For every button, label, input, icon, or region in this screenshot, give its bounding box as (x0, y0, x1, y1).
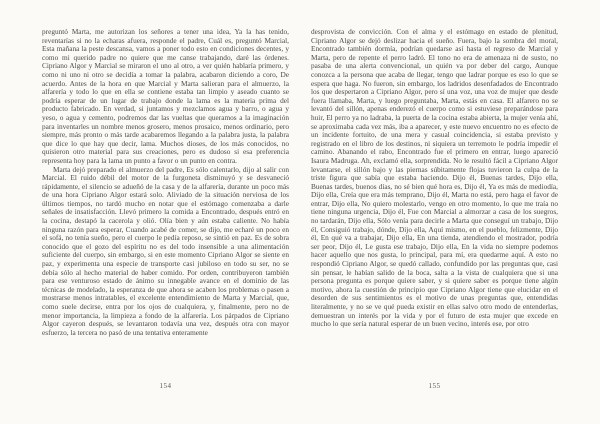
paragraph: preguntó Marta, me autorizan los señores a tener una idea, Ya la has tenido, reventarías si no la echaras afuera, responde el padre, Cuál es, preguntó Marcial, Esta mañana la peste descansa, vamos a poner todo esto en condiciones decentes, y como mi querido padre no quiere que me canse trabajando, daré las órdenes. Cipriano Algor y Marcial se miraron el uno al otro, a ver quién hablaría primero, y como ni uno ni otro se decidía a tomar la palabra, acabaron diciendo a coro, De acuerdo. Antes de la hora en que Marcial y Marta salieran para el almuerzo, la alfarería y todo lo que en ella se contiene estaba tan limpio y aseado cuanto se podría esperar de un lugar de trabajo donde la lama es la materia prima del producto fabricado. En verdad, si juntamos y mezclamos agua y barro, o agua y yeso, o agua y cemento, podremos dar las vueltas que queramos a la imaginación para inventarles un nombre menos grosero, menos prosaico, menos ordinario, pero siempre, más pronto o más tarde acabaremos llegando a la palabra justa, la palabra que dice lo que hay que decir, lama. Muchos dioses, de los más conocidos, no quisieron otro material para sus creaciones, pero es dudoso si esa preferencia representa hoy para la lama un punto a favor o un punto en contra. (42, 28, 289, 165)
paragraph: desprovista de convicción. Con el alma y el estómago en estado de plenitud, Cipriano Algor se dejó deslizar hacia el sueño. Fuera, bajo la sombra del moral, Encontrado también dormía, podrían quedarse así hasta el regreso de Marcial y Marta, pero de repente el perro ladró. El tono no era de amenaza ni de susto, no pasaba de una alerta convencional, un quién va por deber del cargo, Aunque conozca a la persona que acaba de llegar, tengo que ladrar porque es eso lo que se espera que haga. No fueron, sin embargo, los ladridos desenfadados de Encontrado los que despertaron a Cipriano Algor, pero sí una voz, una voz de mujer que desde fuera llamaba, Marta, y luego preguntaba, Marta, estás en casa. El alfarero no se levantó del sillón, apenas enderezó el cuerpo como si estuviese preparándose para huir, El perro ya no ladraba, la puerta de la cocina estaba abierta, la mujer venía ahí, se aproximaba cada vez más, iba a aparecer, y este nuevo encuentro no es efecto de un incidente fortuito, de una mera y casual coincidencia, si estaba previsto y registrado en el libro de los destinos, ni siquiera un terremoto le podría impedir el camino. Abanando el rabo, Encontrado fue el primero en entrar, luego apareció Isaura Madruga. Ah, exclamó ella, sorprendida. No le resultó fácil a Cipriano Algor levantarse, el sillón bajo y las piernas súbitamente flojas tuvieron la culpa de la triste figura que sabía que estaba haciendo. Dijo él, Buenas tardes, Dijo ella, Buenas tardes, buenos días, no sé bien qué hora es, Dijo él, Ya es más de mediodía, Dijo ella, Creía que era más temprano, Dijo él, Marta no está, pero haga el favor de entrar, Dijo ella, No quiero molestarlo, vengo en otro momento, lo que me traía no tiene ninguna urgencia, Dijo él, Fue con Marcial a almorzar a casa de los suegros, no tardarán, Dijo ella, Sólo venía para decirle a Marta que conseguí un trabajo, Dijo él, Consiguió trabajo, dónde, Dijo ella, Aquí mismo, en el pueblo, felizmente, Dijo él, En qué va a trabajar, Dijo ella, En una tienda, atendiendo el mostrador, podría ser peor, Dijo él, Le gusta ese trabajo, Dijo ella, En la vida no siempre podemos hacer aquello que nos gusta, lo principal, para mí, era quedarme aquí. A esto no respondió Cipriano Algor, se quedó callado, confundido por las preguntas que, casi sin pensar, le habían salido de la boca, salta a la vista de cualquiera que si una persona pregunta es porque quiere saber, y si quiere saber es porque tiene algún motivo, ahora la cuestión de principio que Cipriano Algor tiene que elucidar en el desorden de sus sentimientos es el motivo de unas preguntas que, entendidas literalmente, y no se ve qué pueda existir en ellas salvo otro modo de entenderlas, demuestran un interés por la vida y por el futuro de esta mujer que excede en mucho lo que sería natural esperar de un buen vecino, interés ese, por otro (311, 28, 558, 329)
paragraph: Marta dejó preparado el almuerzo del padre, Es sólo calentarlo, dijo al salir con Marcial. El ruido débil del motor de la furgoneta disminuyó y se desvaneció rápidamente, el silencio se adueñó de la casa y de la alfarería, durante un poco más de una hora Cipriano Algor estará solo. Aliviado de la situación nerviosa de los últimos tiempos, no tardó mucho en notar que el estómago comenzaba a darle señales de insatisfacción. Llevó primero la comida a Encontrado, después entró en la cocina, destapó la cacerola y olió. Olía bien y aún estaba caliente. No había ninguna razón para esperar, Cuando acabé de comer, se dijo, me echaré un poco en el sofá, no tenía sueño, pero el cuerpo le pedía reposo, se sintió en paz. Es de sobra conocido que el gozo del espíritu no es del todo insensible a una alimentación suficiente del cuerpo, sin embargo, si en este momento Cipriano Algor se siente en paz, y experimenta una especie de transporte casi jubiloso en todo su ser, no se debía sólo al hecho material de haber comido. Por orden, contribuyeron también para ese venturoso estado de ánimo su innegable avance en el dominio de las técnicas de modelado, la esperanza de que ahora se acaben los problemas o pasen a mostrarse menos intratables, el excelente entendimiento de Marta y Marcial, que, como suele decirse, entra por los ojos de cualquiera, y, finalmente, pero no de menor importancia, la limpieza a fondo de la alfarería. Los párpados de Cipriano Algor cayeron después, se levantaron todavía una vez, después otra con mayor esfuerzo, la tercera no pasó de una tentativa enteramente (42, 164, 289, 337)
page-right (311, 28, 558, 390)
page-number-left: 154 (159, 382, 172, 390)
page-right-text (311, 28, 558, 375)
page-number-right: 155 (428, 382, 441, 390)
page-left (42, 28, 289, 390)
page-left-text (42, 28, 289, 375)
